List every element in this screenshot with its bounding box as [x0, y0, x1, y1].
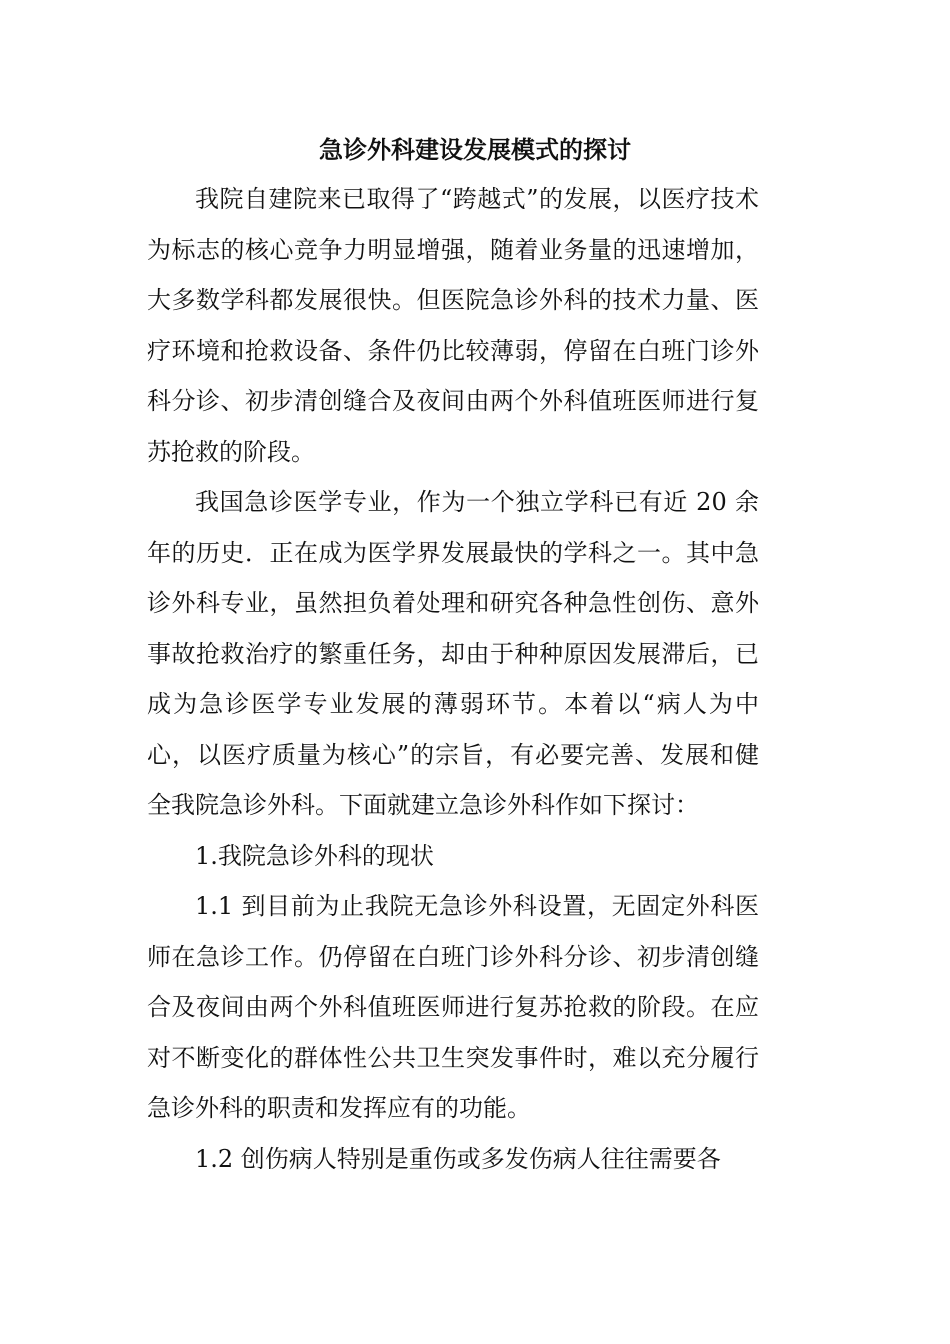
document-body — [147, 174, 759, 1184]
paragraph: 我国急诊医学专业，作为一个独立学科已有近 20 余年的历史．正在成为医学界发展最快的学科之一。其中急诊外科专业，虽然担负着处理和研究各种急性创伤、意外事故抢救治疗的繁重任务，却由于种种原因发展滞后，已成为急诊医学专业发展的薄弱环节。本着以“病人为中心，以医疗质量为核心”的宗旨，有必要完善、发展和健全我院急诊外科。下面就建立急诊外科作如下探讨： — [147, 488, 759, 819]
paragraph: 1.1 到目前为止我院无急诊外科设置，无固定外科医师在急诊工作。仍停留在白班门诊外科分诊、初步清创缝合及夜间由两个外科值班医师进行复苏抢救的阶段。在应对不断变化的群体性公共卫生突发事件时，难以充分履行急诊外科的职责和发挥应有的功能。 — [147, 892, 759, 1122]
section-heading: 1.我院急诊外科的现状 — [195, 841, 434, 870]
document-title: 急诊外科建设发展模式的探讨 — [319, 135, 631, 164]
paragraph: 我院自建院来已取得了“跨越式”的发展，以医疗技术为标志的核心竞争力明显增强，随着业务量的迅速增加，大多数学科都发展很快。但医院急诊外科的技术力量、医疗环境和抢救设备、条件仍比较薄弱，停留在白班门诊外科分诊、初步清创缝合及夜间由两个外科值班医师进行复苏抢救的阶段。 — [147, 185, 759, 466]
paragraph: 1.2 创伤病人特别是重伤或多发伤病人往往需要各 — [195, 1144, 721, 1173]
